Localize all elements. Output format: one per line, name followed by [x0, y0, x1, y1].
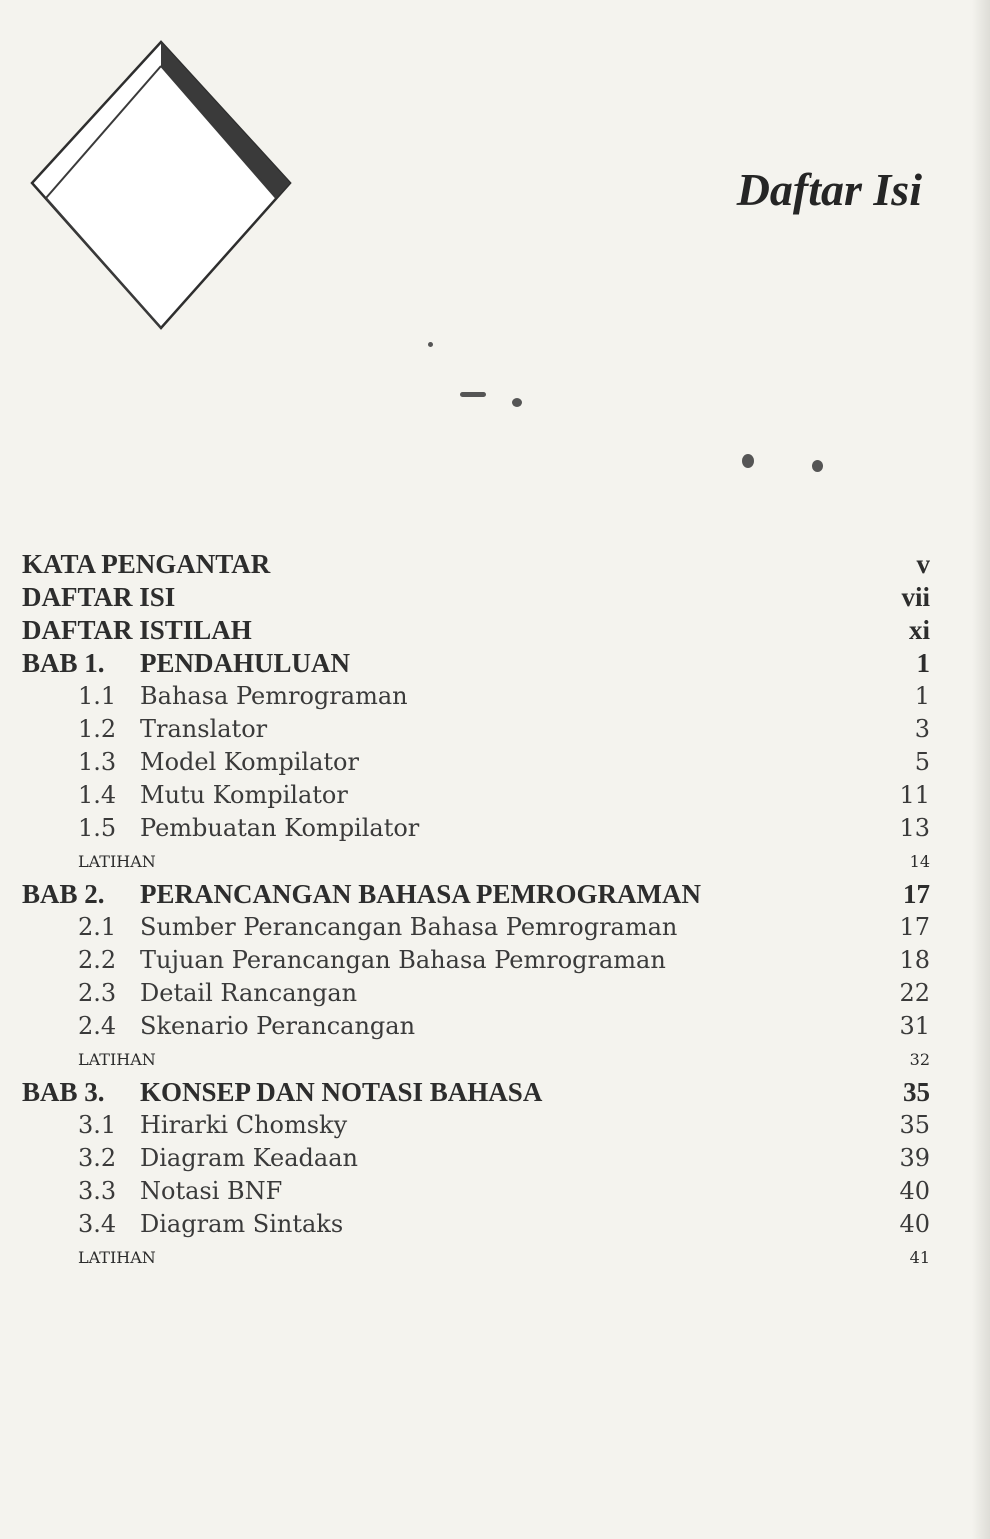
toc-entry-label: PERANCANGAN BAHASA PEMROGRAMAN [140, 879, 701, 909]
page-title: Daftar Isi [736, 164, 922, 215]
toc-entry-number: 3.3 [78, 1177, 117, 1205]
toc-entry-label: Detail Rancangan [140, 979, 358, 1007]
diamond-ornament [30, 40, 292, 330]
toc-entry-label: LATIHAN [78, 1050, 156, 1069]
toc-entry-label: Diagram Keadaan [140, 1144, 358, 1172]
toc-entry-label: Skenario Perancangan [140, 1012, 416, 1040]
toc-section-row [22, 1208, 930, 1241]
toc-entry-page: 11 [899, 781, 930, 809]
toc-entry-page: 1 [914, 682, 930, 710]
toc-entry-number: 3.1 [78, 1111, 117, 1139]
toc-entry-page: 3 [914, 715, 930, 743]
toc-section-row [22, 1010, 930, 1043]
toc-entry-number: 2.1 [78, 913, 117, 941]
toc-section-row [22, 812, 930, 845]
toc-chapter-row [22, 1076, 930, 1109]
paper-speck [812, 460, 823, 472]
toc-entry-number: 1.5 [78, 814, 117, 842]
toc-entry-page: 1 [916, 648, 930, 678]
toc-section-row [22, 1175, 930, 1208]
toc-entry-number: 1.4 [78, 781, 117, 809]
toc-entry-label: KATA PENGANTAR [22, 549, 271, 579]
toc-chapter-row [22, 647, 930, 680]
toc-entry-number: BAB 3. [22, 1077, 105, 1107]
paper-speck [742, 454, 754, 468]
toc-entry-number: BAB 2. [22, 879, 105, 909]
toc-entry-label: Bahasa Pemrograman [140, 682, 408, 710]
toc-latihan-row [22, 1043, 930, 1076]
paper-speck [460, 392, 486, 397]
toc-entry-page: 14 [909, 852, 930, 871]
toc-entry-page: 35 [899, 1111, 930, 1139]
toc-entry-label: Diagram Sintaks [140, 1210, 344, 1238]
toc-entry-label: Mutu Kompilator [140, 781, 348, 809]
toc-entry-page: 31 [899, 1012, 930, 1040]
toc-entry-number: 2.3 [78, 979, 117, 1007]
toc-latihan-row [22, 845, 930, 878]
toc-section-row [22, 977, 930, 1010]
toc-section-row [22, 746, 930, 779]
toc-section-row [22, 779, 930, 812]
toc-entry-page: 22 [899, 979, 930, 1007]
toc-entry-page: v [916, 549, 930, 579]
toc-entry-page: 17 [903, 879, 930, 909]
toc-entry-page: 35 [903, 1077, 930, 1107]
toc-entry-label: Notasi BNF [140, 1177, 283, 1205]
toc-section-row [22, 713, 930, 746]
toc-entry-page: 18 [899, 946, 930, 974]
toc-entry-page: 40 [899, 1210, 930, 1238]
toc-entry-page: 13 [899, 814, 930, 842]
paper-speck [512, 398, 522, 407]
toc-chapter-row [22, 614, 930, 647]
paper-speck [428, 342, 433, 347]
toc-entry-page: 41 [909, 1248, 930, 1267]
toc-entry-label: DAFTAR ISTILAH [22, 615, 252, 645]
toc-entry-page: 17 [899, 913, 930, 941]
toc-entry-page: 40 [899, 1177, 930, 1205]
toc-entry-number: 2.4 [78, 1012, 117, 1040]
toc-section-row [22, 911, 930, 944]
toc-section-row [22, 1109, 930, 1142]
toc-chapter-row [22, 878, 930, 911]
toc-entry-label: Pembuatan Kompilator [140, 814, 420, 842]
toc-entry-label: PENDAHULUAN [140, 648, 351, 678]
toc-entry-number: 1.3 [78, 748, 117, 776]
toc-entry-page: 39 [899, 1144, 930, 1172]
paper-edge-shadow [972, 0, 990, 1539]
toc-entry-label: Model Kompilator [140, 748, 359, 776]
toc-section-row [22, 680, 930, 713]
toc-entry-number: BAB 1. [22, 648, 105, 678]
toc-chapter-row [22, 548, 930, 581]
toc-entry-number: 1.2 [78, 715, 117, 743]
toc-entry-number: 1.1 [78, 682, 117, 710]
toc-section-row [22, 1142, 930, 1175]
toc-entry-page: vii [901, 582, 930, 612]
toc-entry-page: xi [908, 615, 930, 645]
toc-entry-label: Translator [140, 715, 268, 743]
toc-entry-number: 3.2 [78, 1144, 117, 1172]
toc-entry-label: Tujuan Perancangan Bahasa Pemrograman [140, 946, 666, 974]
toc-entry-number: 2.2 [78, 946, 117, 974]
toc-section-row [22, 944, 930, 977]
toc-entry-label: Sumber Perancangan Bahasa Pemrograman [140, 913, 678, 941]
toc-entry-page: 5 [914, 748, 930, 776]
toc-chapter-row [22, 581, 930, 614]
toc-entry-number: 3.4 [78, 1210, 117, 1238]
toc-entry-label: LATIHAN [78, 1248, 156, 1267]
toc-entry-label: Hirarki Chomsky [140, 1111, 348, 1139]
table-of-contents [22, 548, 930, 1274]
diamond-ornament-graphic [30, 40, 292, 330]
toc-entry-label: DAFTAR ISI [22, 582, 176, 612]
toc-entry-page: 32 [909, 1050, 930, 1069]
toc-entry-label: KONSEP DAN NOTASI BAHASA [140, 1077, 543, 1107]
toc-latihan-row [22, 1241, 930, 1274]
toc-entry-label: LATIHAN [78, 852, 156, 871]
